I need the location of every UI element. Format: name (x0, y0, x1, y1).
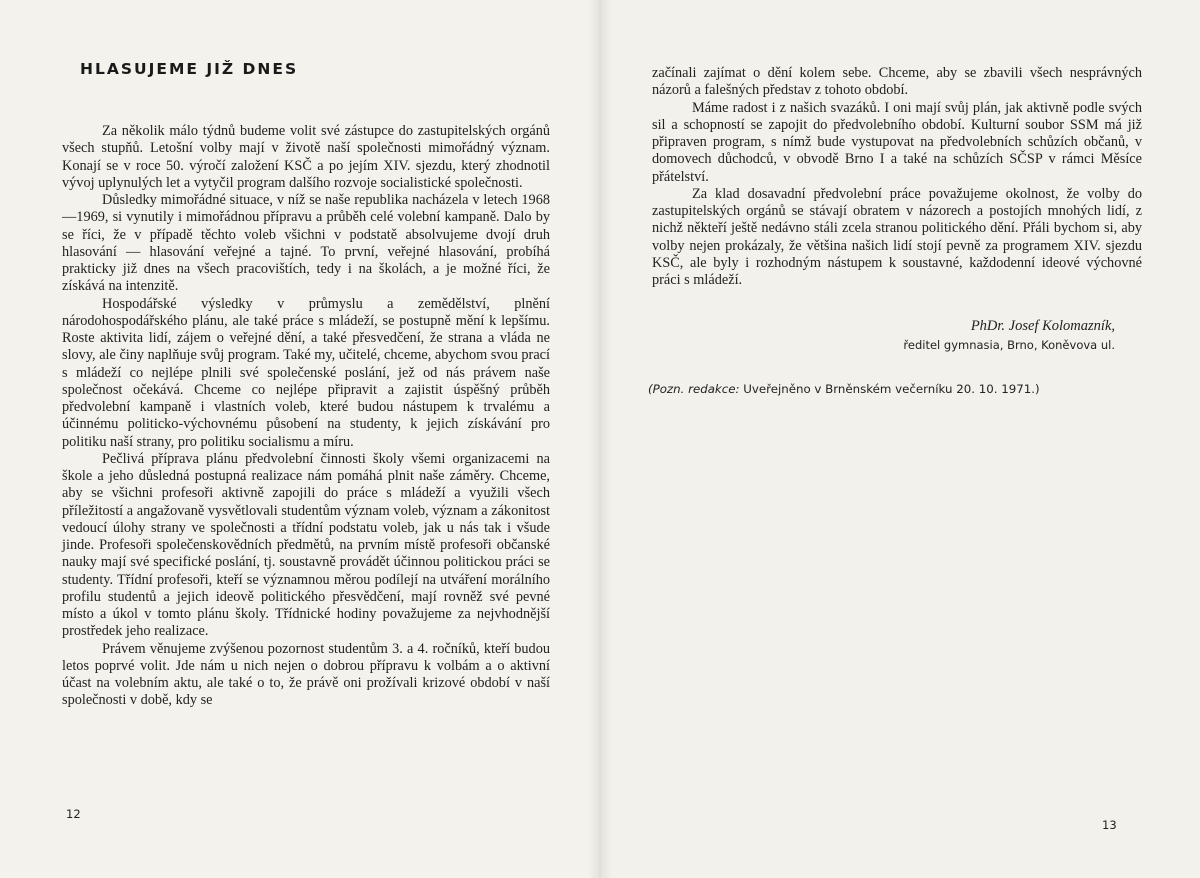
signature-name: PhDr. Josef Kolomazník, (970, 318, 1115, 334)
note-text: Uveřejněno v Brněnském večerníku 20. 10. 1971.) (743, 382, 1040, 396)
paragraph: Právem věnujeme zvýšenou pozornost studentům 3. a 4. ročníků, kteří budou letos poprvé volit. Jde nám u nich nejen o dobrou přípravu k volbám a o aktivní účast na volebním aktu, ale také o to, že právě oni prožívali krizové období v naší společnosti v době, kdy se (62, 640, 550, 709)
paragraph: Za několik málo týdnů budeme volit své zástupce do zastupitelských orgánů všech stupňů. Letošní volby mají v životě naší společnosti mimořádný význam. Konají se v roce 50. výročí založení KSČ a po jejím XIV. sjezdu, který zhodnotil vývoj uplynulých let a vytyčil program dalšího rozvoje socialistické společnosti. (62, 123, 550, 191)
paragraph: Máme radost i z našich svazáků. I oni mají svůj plán, jak aktivně podle svých sil a schopností se zapojit do předvolebního období. Kulturní soubor SSM má již připraven program, s nímž bude vystupovat na předvolebních schůzích občanů, v domovech důchodců, v obvodě Brno I a také na schůzích SČSP v rámci Měsíce přátelství. (652, 99, 1142, 185)
right-page (600, 0, 1200, 878)
paragraph: Hospodářské výsledky v průmyslu a zemědělství, plnění národohospodářského plánu, ale také práce s mládeží, se postupně mění k lepšímu. Roste aktivita lidí, zájem o veřejné dění, a také přesvedčení, že strana a vláda ne slovy, ale činy naplňuje svůj program. Také my, učitelé, chceme, abychom svou prací s mládeží co nejlépe plnili své společenské poslání, jež od nás právem naše společnost očekává. Chceme co nejlépe připravit a zajistit úspěšný průběh předvolební kampaně i vlastních voleb, které budou nástupem k trvalému a účinnému politicko-výchovnému působení na studenty, k jejich získávání pro politiku naší strany, pro politiku socialismu a míru. (62, 295, 550, 450)
article-heading: HLASUJEME JIŽ DNES (80, 60, 299, 78)
paragraph: Pečlivá příprava plánu předvolební činnosti školy všemi organizacemi na škole a jeho důsledná postupná realizace nám pomáhá plnit naše záměry. Chceme, aby se všichni profesoři aktivně zapojili do práce s mládeží a využili všech příležitostí a angažovaně vysvětlovali studentům význam voleb, význam a zákonitost vedoucí úlohy strany ve společnosti a třídní podstatu voleb, jak u nás tak i všude jinde. Profesoři společenskovědních předmětů, na prvním místě profesoři občanské nauky mají své specifické poslání, tj. soustavně provádět účinnou politickou práci se studenty. Třídní profesoři, kteří se významnou měrou podílejí na utváření morálního profilu studentů a jejich ideově politického přesvědčení, mají rovněž své pevné místo a úkol v tomto plánu školy. Třídnické hodiny považujeme za nejvhodnější prostředek jeho realizace. (62, 450, 550, 640)
paragraph: začínali zajímat o dění kolem sebe. Chceme, aby se zbavili všech nesprávných názorů a falešných představ z tohoto období. (652, 65, 1142, 99)
page-number: 13 (1102, 818, 1117, 832)
editorial-note (648, 382, 1040, 396)
paragraph: Za klad dosavadní předvolební práce považujeme okolnost, že volby do zastupitelských orgánů se stávají obratem v názorech a postojích mnohých lidí, z nichž někteří ještě nedávno stáli zcela stranou politického dění. Přáli bychom si, aby volby nejen prokázaly, že většina našich lidí stojí pevně za programem XIV. sjezdu KSČ, ale byly i rozhodným nástupem k soustavné, každodenní ideové výchovné práci s mládeží. (652, 185, 1142, 288)
left-body-text (62, 123, 550, 710)
book-gutter (588, 0, 612, 878)
page-number: 12 (66, 807, 81, 821)
right-body-text (652, 65, 1142, 289)
paragraph: Důsledky mimořádné situace, v níž se naše republika nacházela v letech 1968—1969, si vynutily i mimořádnou přípravu a průběh celé volební kampaně. Dalo by se říci, že v případě těchto voleb všichni v podstatě absolvujeme dvojí druh hlasování — hlasování veřejné a tajné. To první, veřejné hlasování, probíhá prakticky již dnes na všech pracovištích, tedy i na školách, a je možné říci, že získává na intenzitě. (62, 192, 550, 295)
signature-role: ředitel gymnasia, Brno, Koněvova ul. (903, 338, 1115, 352)
note-lead: (Pozn. redakce: (648, 382, 740, 396)
